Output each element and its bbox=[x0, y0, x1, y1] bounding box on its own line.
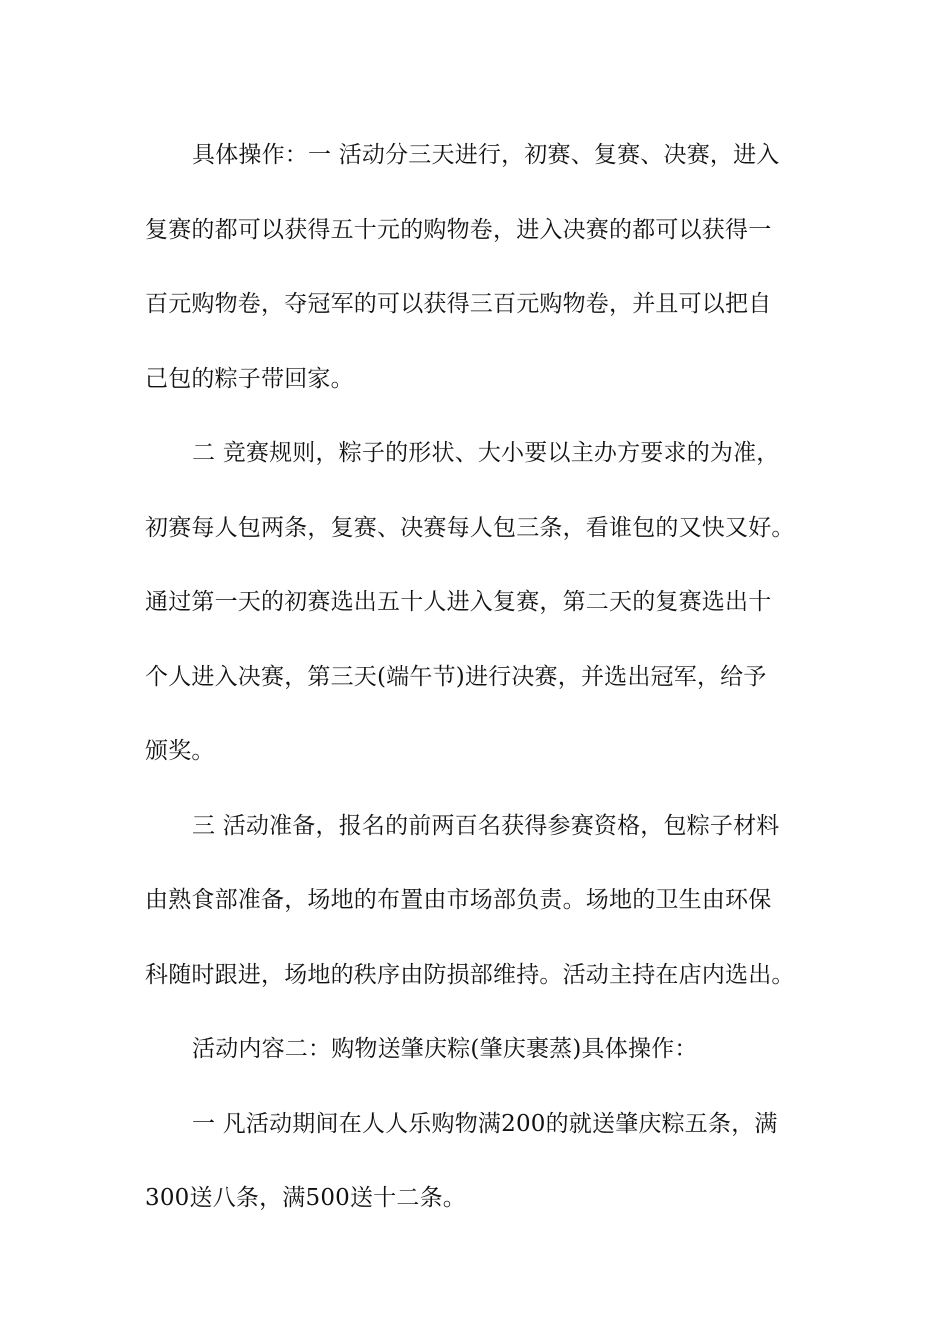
text-line: 一 凡活动期间在人人乐购物满200的就送肇庆粽五条，满 bbox=[192, 1110, 778, 1137]
text-line: 复赛的都可以获得五十元的购物卷，进入决赛的都可以获得一 bbox=[145, 216, 772, 243]
text-line: 颁奖。 bbox=[145, 738, 215, 764]
text-line: 科随时跟进，场地的秩序由防损部维持。活动主持在店内选出。 bbox=[145, 961, 795, 988]
text-line: 个人进入决赛，第三天(端午节)进行决赛，并选出冠军，给予 bbox=[145, 663, 767, 690]
text-line: 二 竞赛规则，粽子的形状、大小要以主办方要求的为准， bbox=[192, 440, 780, 466]
text-line: 百元购物卷，夺冠军的可以获得三百元购物卷，并且可以把自 bbox=[145, 291, 772, 317]
text-line: 具体操作：一 活动分三天进行，初赛、复赛、决赛，进入 bbox=[192, 142, 780, 168]
text-line: 己包的粽子带回家。 bbox=[145, 365, 354, 392]
text-line: 三 活动准备，报名的前两百名获得参赛资格，包粽子材料 bbox=[192, 812, 780, 839]
document-body bbox=[145, 118, 825, 1236]
text-line: 初赛每人包两条，复赛、决赛每人包三条，看谁包的又快又好。 bbox=[145, 514, 795, 541]
text-line: 通过第一天的初赛选出五十人进入复赛，第二天的复赛选出十 bbox=[145, 589, 772, 615]
text-line: 300送八条，满500送十二条。 bbox=[145, 1185, 466, 1211]
text-line: 由熟食部准备，场地的布置由市场部负责。场地的卫生由环保 bbox=[145, 887, 772, 913]
text-line: 活动内容二：购物送肇庆粽(肇庆裹蒸)具体操作： bbox=[192, 1036, 698, 1062]
